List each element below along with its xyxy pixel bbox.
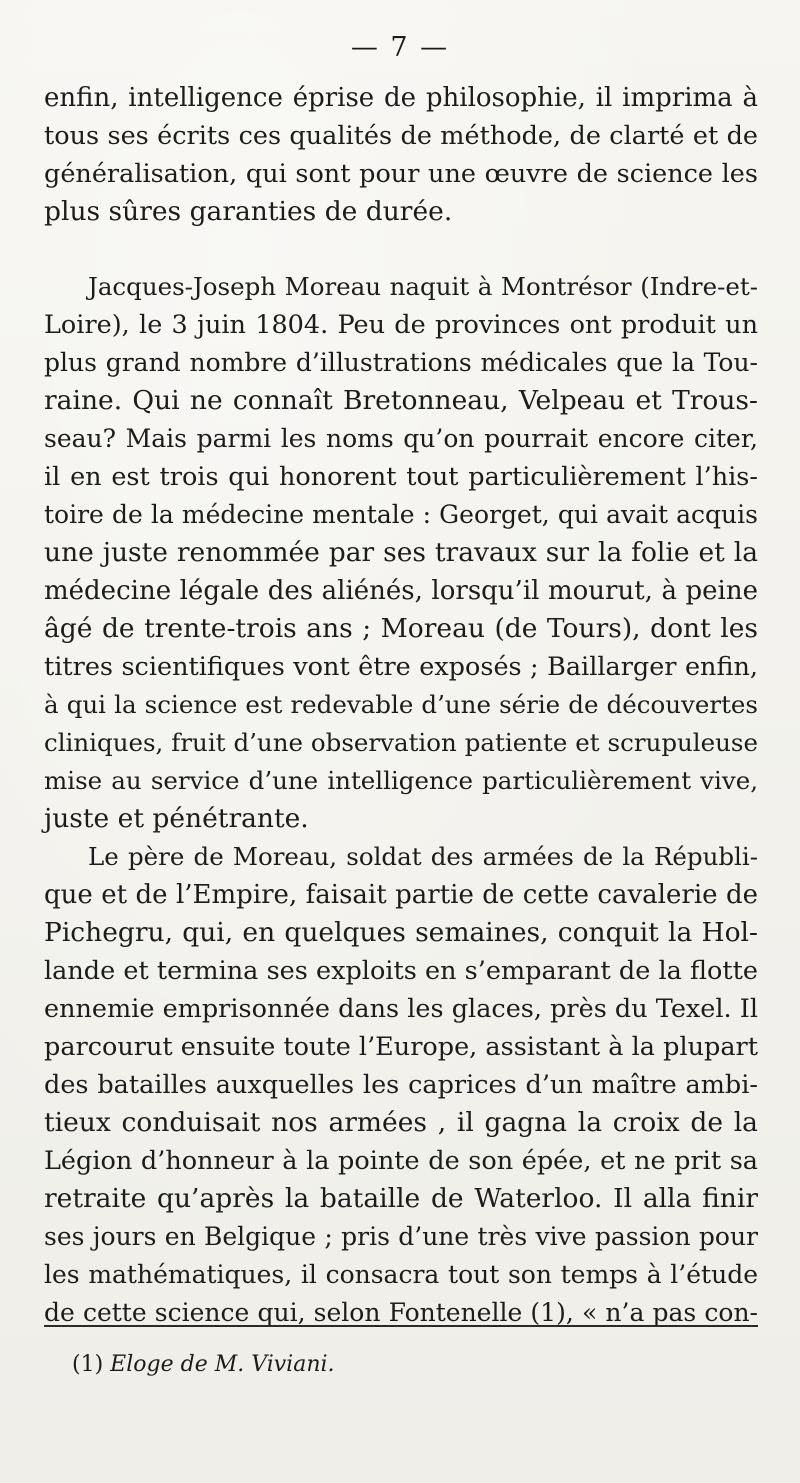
text-line: toire de la médecine mentale : Georget, qui avait acquis [44, 500, 758, 529]
text-line: Loire), le 3 juin 1804. Peu de provinces ont produit un [44, 310, 758, 340]
text-line: Jacques-Joseph Moreau naquit à Montrésor (Indre-et- [88, 272, 758, 301]
text-line: enfin, intelligence éprise de philosophie, il imprima à [44, 83, 758, 113]
text-line: généralisation, qui sont pour une œuvre de science les [44, 159, 758, 189]
text-line: âgé de trente-trois ans ; Moreau (de Tours), dont les [44, 613, 758, 644]
text-line: parcourut ensuite toute l’Europe, assistant à la plupart [44, 1032, 758, 1062]
text-line: médecine légale des aliénés, lorsqu’il mourut, à peine [44, 576, 758, 606]
text-line: Le père de Moreau, soldat des armées de la Républi- [88, 842, 758, 871]
text-line: tieux conduisait nos armées , il gagna la croix de la [44, 1107, 758, 1138]
text-line: plus sûres garanties de durée. [44, 196, 453, 227]
text-line: il en est trois qui honorent tout particulièrement l’his- [44, 462, 758, 492]
text-line: plus grand nombre d’illustrations médicales que la Tou- [44, 348, 758, 377]
text-line: tous ses écrits ces qualités de méthode, de clarté et de [44, 121, 758, 151]
footnote-separator [44, 1325, 758, 1327]
text-line: Pichegru, qui, en quelques semaines, conquit la Hol- [44, 917, 758, 948]
text-line: titres scientifiques vont être exposés ; Baillarger enfin, [44, 652, 758, 682]
text-line: des batailles auxquelles les caprices d’un maître ambi- [44, 1070, 758, 1100]
footnote-marker: (1) [72, 1352, 104, 1377]
text-line: mise au service d’une intelligence particulièrement vive, [44, 766, 758, 795]
text-line: les mathématiques, il consacra tout son temps à l’étude [44, 1260, 758, 1289]
text-line: cliniques, fruit d’une observation patiente et scrupuleuse [44, 728, 758, 757]
text-line: ses jours en Belgique ; pris d’une très vive passion pour [44, 1222, 758, 1251]
text-line: une juste renommée par ses travaux sur la folie et la [44, 537, 758, 568]
footnote [72, 1348, 335, 1382]
text-line: ennemie emprisonnée dans les glaces, près du Texel. Il [44, 994, 758, 1024]
text-line: que et de l’Empire, faisait partie de cette cavalerie de [44, 880, 758, 910]
footnote-title: Eloge de M. Viviani. [110, 1352, 335, 1377]
text-line: de cette science qui, selon Fontenelle (1), « n’a pas con- [44, 1298, 758, 1327]
text-line: Légion d’honneur à la pointe de son épée, et ne prit sa [44, 1146, 758, 1176]
page-number: — 7 — [350, 32, 450, 63]
text-line: à qui la science est redevable d’une série de découvertes [44, 690, 758, 719]
text-line: seau? Mais parmi les noms qu’on pourrait encore citer, [44, 424, 758, 453]
text-line: retraite qu’après la bataille de Waterloo. Il alla finir [44, 1183, 758, 1214]
text-line: lande et termina ses exploits en s’emparant de la flotte [44, 956, 758, 986]
text-line: raine. Qui ne connaît Bretonneau, Velpeau et Trous- [44, 385, 758, 416]
text-line: juste et pénétrante. [44, 803, 309, 834]
